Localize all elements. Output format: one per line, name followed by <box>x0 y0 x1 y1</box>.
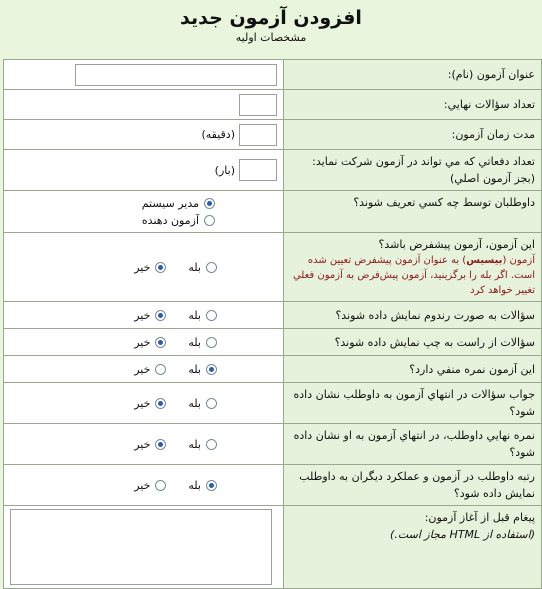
row-definer <box>4 191 542 233</box>
message-cell-label <box>284 506 542 589</box>
rank-no-label: خير <box>134 478 151 492</box>
page-subtitle: مشخصات اوليه <box>235 31 307 44</box>
exam-name-input[interactable] <box>75 64 277 86</box>
ltr-cell <box>4 329 284 356</box>
ltr-yes-radio[interactable] <box>206 337 217 348</box>
row-final-questions <box>4 90 542 120</box>
answers-no-label: خير <box>134 396 151 410</box>
rank-yes-radio[interactable] <box>206 480 217 491</box>
row-score <box>4 424 542 465</box>
random-yes-label: بله <box>188 308 201 322</box>
exam-name-label: عنوان آزمون (نام): <box>284 60 542 90</box>
score-yes-radio[interactable] <box>206 439 217 450</box>
random-label: سؤالات به صورت رندوم نمايش داده شوند؟ <box>284 302 542 329</box>
default-warning: آزمون (بيسيس) به عنوان آزمون پيشفرض تعيين شده است. اگر بله را برگزينيد، آزمون پيش‌فرض به آزمون فعلي تغيير خواهد کرد <box>292 255 535 296</box>
negative-cell <box>4 356 284 383</box>
final-questions-label: تعداد سؤالات نهايي: <box>284 90 542 120</box>
score-yes-label: بله <box>188 437 201 451</box>
ltr-yes-label: بله <box>188 335 201 349</box>
definer-option2-label: آزمون دهنده <box>141 213 199 227</box>
negative-yes-radio[interactable] <box>206 364 217 375</box>
row-ltr <box>4 329 542 356</box>
final-questions-cell <box>4 90 284 120</box>
message-textarea[interactable] <box>10 509 272 585</box>
rank-cell <box>4 465 284 506</box>
default-no-label: خير <box>134 260 151 274</box>
row-default <box>4 233 542 302</box>
definer-label: داوطلبان توسط چه کسي تعريف شوند؟ <box>284 191 542 233</box>
duration-unit: (دقيقه) <box>201 128 235 141</box>
ltr-no-label: خير <box>134 335 151 349</box>
default-exam-name: بيسيس <box>466 255 503 266</box>
default-cell-label <box>284 233 542 302</box>
definer-cell <box>4 191 284 233</box>
negative-label: اين آزمون نمره منفي دارد؟ <box>284 356 542 383</box>
page-header <box>0 0 542 58</box>
random-no-radio[interactable] <box>155 310 166 321</box>
score-label: نمره نهايي داوطلب، در انتهاي آزمون به او نشان داده شود؟ <box>284 424 542 465</box>
answers-cell <box>4 383 284 424</box>
row-duration <box>4 120 542 150</box>
duration-input[interactable] <box>239 124 277 146</box>
row-random <box>4 302 542 329</box>
definer-option2-radio[interactable] <box>204 215 215 226</box>
definer-option1-radio[interactable] <box>204 198 215 209</box>
row-exam-name <box>4 60 542 90</box>
row-rank <box>4 465 542 506</box>
attempts-label: تعداد دفعاتي که مي تواند در آزمون شرکت نمايد: (بجز آزمون اصلي) <box>284 150 542 191</box>
default-yes-label: بله <box>188 260 201 274</box>
answers-yes-radio[interactable] <box>206 398 217 409</box>
final-questions-input[interactable] <box>239 94 277 116</box>
random-yes-radio[interactable] <box>206 310 217 321</box>
negative-no-label: خير <box>134 362 151 376</box>
random-no-label: خير <box>134 308 151 322</box>
default-yes-radio[interactable] <box>206 262 217 273</box>
message-label: پيغام قبل از آغاز آزمون: <box>424 511 535 524</box>
rank-no-radio[interactable] <box>155 480 166 491</box>
answers-no-radio[interactable] <box>155 398 166 409</box>
attempts-cell <box>4 150 284 191</box>
negative-no-radio[interactable] <box>155 364 166 375</box>
row-negative <box>4 356 542 383</box>
default-cell <box>4 233 284 302</box>
ltr-no-radio[interactable] <box>155 337 166 348</box>
message-cell <box>4 506 284 589</box>
row-message <box>4 506 542 589</box>
attempts-unit: (بار) <box>214 163 235 177</box>
rank-yes-label: بله <box>188 478 201 492</box>
random-cell <box>4 302 284 329</box>
definer-option1-label: مدير سيستم <box>141 196 199 210</box>
negative-yes-label: بله <box>188 362 201 376</box>
answers-label: جواب سؤالات در انتهاي آزمون به داوطلب نشان داده شود؟ <box>284 383 542 424</box>
rank-label: رتبه داوطلب در آزمون و عملکرد ديگران به داوطلب نمايش داده شود؟ <box>284 465 542 506</box>
answers-yes-label: بله <box>188 396 201 410</box>
score-cell <box>4 424 284 465</box>
page-title: افزودن آزمون جديد <box>180 7 362 29</box>
row-attempts <box>4 150 542 191</box>
duration-label: مدت زمان آزمون: <box>284 120 542 150</box>
ltr-label: سؤالات از راست به چپ نمايش داده شوند؟ <box>284 329 542 356</box>
score-no-label: خير <box>134 437 151 451</box>
duration-cell <box>4 120 284 150</box>
message-hint: (استفاده از HTML مجاز است.) <box>390 528 535 541</box>
exam-settings-form <box>3 59 542 589</box>
attempts-input[interactable] <box>239 159 277 181</box>
row-answers <box>4 383 542 424</box>
default-label: اين آزمون، آزمون پيشفرض باشد؟ <box>378 238 535 251</box>
score-no-radio[interactable] <box>155 439 166 450</box>
exam-name-cell <box>4 60 284 90</box>
default-no-radio[interactable] <box>155 262 166 273</box>
